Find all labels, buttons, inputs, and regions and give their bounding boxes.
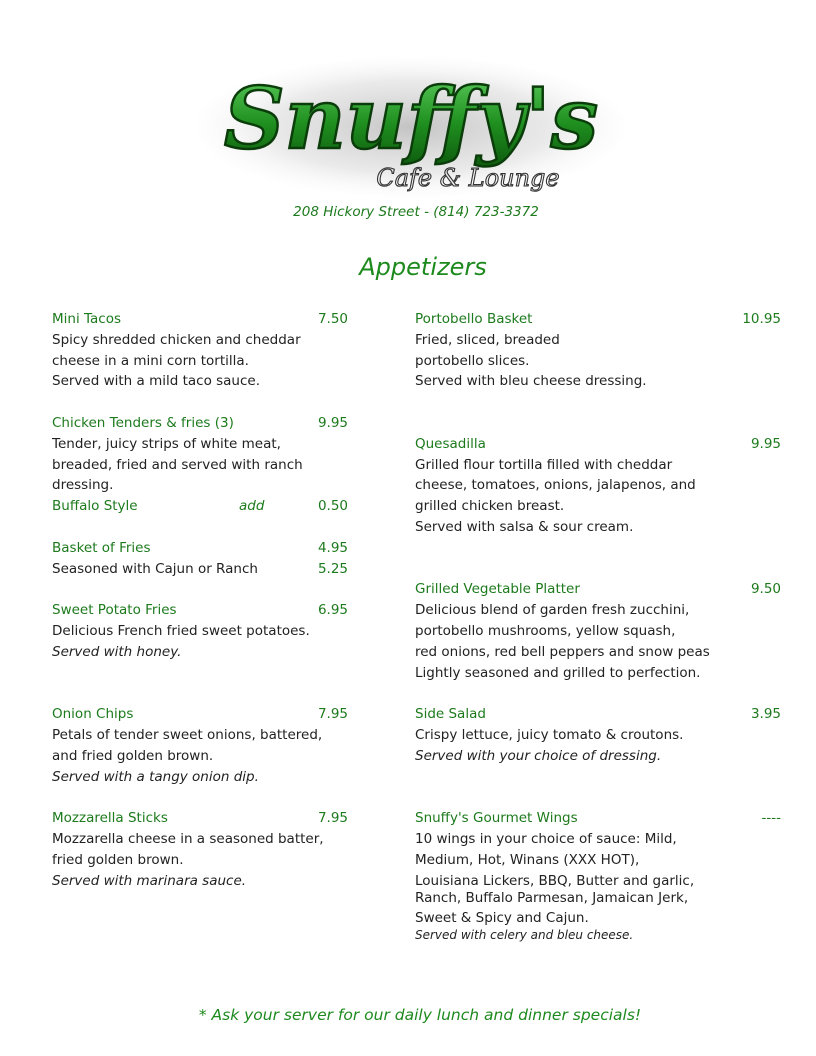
item-desc-line: Sweet & Spicy and Cajun. <box>415 909 589 926</box>
item-name: Onion Chips <box>52 706 134 723</box>
item-note: Served with marinara sauce. <box>52 872 247 889</box>
addon-price: 0.50 <box>317 498 348 515</box>
item-price: 7.50 <box>317 311 348 327</box>
item-name: Quesadilla <box>415 435 486 452</box>
item-desc-line: Louisiana Lickers, BBQ, Butter and garlic, <box>415 872 695 889</box>
item-desc-line: Tender, juicy strips of white meat, <box>52 435 281 452</box>
item-price: 10.95 <box>742 311 781 327</box>
item-desc-line: Served with a mild taco sauce. <box>52 373 261 390</box>
item-desc-line: red onions, red bell peppers and snow peas <box>415 643 710 660</box>
item-desc-line: grilled chicken breast. <box>415 498 565 515</box>
item-price: 3.95 <box>750 706 781 723</box>
address-line: 208 Hickory Street - (814) 723-3372 <box>293 204 539 220</box>
item-price-alt: 5.25 <box>317 560 348 577</box>
menu-column-right <box>415 309 781 943</box>
item-price: 9.95 <box>317 414 348 431</box>
item-desc-line: 10 wings in your choice of sauce: Mild, <box>415 830 677 847</box>
menu-item-onion-chips <box>52 704 348 787</box>
item-name: Side Salad <box>415 706 486 723</box>
logo <box>198 52 624 198</box>
menu-item-chicken-tenders <box>52 413 348 517</box>
item-desc-line: portobello slices. <box>415 352 530 369</box>
menu-item-grilled-vegetable-platter <box>415 579 781 683</box>
item-desc-line: Medium, Hot, Winans (XXX HOT), <box>415 851 640 868</box>
item-desc-line: Served with salsa & sour cream. <box>415 518 634 535</box>
item-note: Served with a tangy onion dip. <box>52 768 259 785</box>
item-price: 7.95 <box>317 810 348 827</box>
menu-item-mozzarella-sticks <box>52 808 348 891</box>
menu-column-left <box>52 309 348 891</box>
addon-row <box>52 496 348 517</box>
item-desc-line: portobello mushrooms, yellow squash, <box>415 622 676 639</box>
item-note: Served with celery and bleu cheese. <box>415 927 634 942</box>
item-desc-line: Delicious blend of garden fresh zucchini, <box>415 602 690 619</box>
item-price: 7.95 <box>317 706 348 723</box>
item-price: 9.95 <box>750 435 781 452</box>
item-price: ---- <box>761 810 781 827</box>
item-note: Served with honey. <box>52 643 182 660</box>
item-desc-line: Seasoned with Cajun or Ranch <box>52 560 258 577</box>
item-name: Portobello Basket <box>415 311 533 327</box>
item-desc-line: Crispy lettuce, juicy tomato & croutons. <box>415 726 684 743</box>
item-desc-line: Delicious French fried sweet potatoes. <box>52 622 310 639</box>
item-desc-line: fried golden brown. <box>52 851 184 868</box>
item-desc-line: cheese in a mini corn tortilla. <box>52 352 249 369</box>
item-name: Mozzarella Sticks <box>52 810 168 827</box>
item-desc-line: Mozzarella cheese in a seasoned batter, <box>52 830 324 847</box>
item-note: Served with your choice of dressing. <box>415 747 662 764</box>
menu-item-quesadilla <box>415 434 781 538</box>
item-desc-line: dressing. <box>52 477 114 494</box>
item-name: Sweet Potato Fries <box>52 602 177 619</box>
item-name: Chicken Tenders & fries (3) <box>52 414 234 431</box>
menu-item-sweet-potato-fries <box>52 600 348 662</box>
menu-item-gourmet-wings <box>415 808 781 942</box>
item-desc-line: Ranch, Buffalo Parmesan, Jamaican Jerk, <box>415 889 689 906</box>
item-desc-line: Lightly seasoned and grilled to perfection. <box>415 664 701 681</box>
item-name: Grilled Vegetable Platter <box>415 581 580 598</box>
item-name: Mini Tacos <box>52 311 121 327</box>
item-price: 6.95 <box>317 602 348 619</box>
menu-item-basket-fries <box>52 538 348 580</box>
item-desc-line: Grilled flour tortilla filled with cheddar <box>415 456 673 473</box>
item-desc-line: Served with bleu cheese dressing. <box>415 373 647 390</box>
item-desc-line: and fried golden brown. <box>52 747 214 764</box>
item-desc-line: breaded, fried and served with ranch <box>52 456 303 473</box>
menu-item-side-salad <box>415 704 781 766</box>
footer-specials-note: * Ask your server for our daily lunch and dinner specials! <box>198 1006 642 1024</box>
logo-subtitle: Cafe & Lounge <box>376 164 560 192</box>
item-name: Snuffy's Gourmet Wings <box>415 810 578 827</box>
section-title: Appetizers <box>359 253 487 281</box>
item-desc-line: cheese, tomatoes, onions, jalapenos, and <box>415 477 696 494</box>
item-name: Basket of Fries <box>52 539 151 556</box>
menu-item-portobello-basket <box>415 309 781 392</box>
item-price: 9.50 <box>750 581 781 598</box>
item-desc-line: Petals of tender sweet onions, battered, <box>52 726 323 743</box>
addon-label: add <box>239 498 265 515</box>
menu-item-mini-tacos <box>52 309 348 392</box>
item-desc-line: Spicy shredded chicken and cheddar <box>52 331 301 348</box>
logo-title: Snuffy's <box>223 69 599 168</box>
item-desc-line: Fried, sliced, breaded <box>415 331 560 348</box>
item-price: 4.95 <box>317 539 348 556</box>
addon-name: Buffalo Style <box>52 498 138 515</box>
logo-graphic <box>198 52 624 198</box>
